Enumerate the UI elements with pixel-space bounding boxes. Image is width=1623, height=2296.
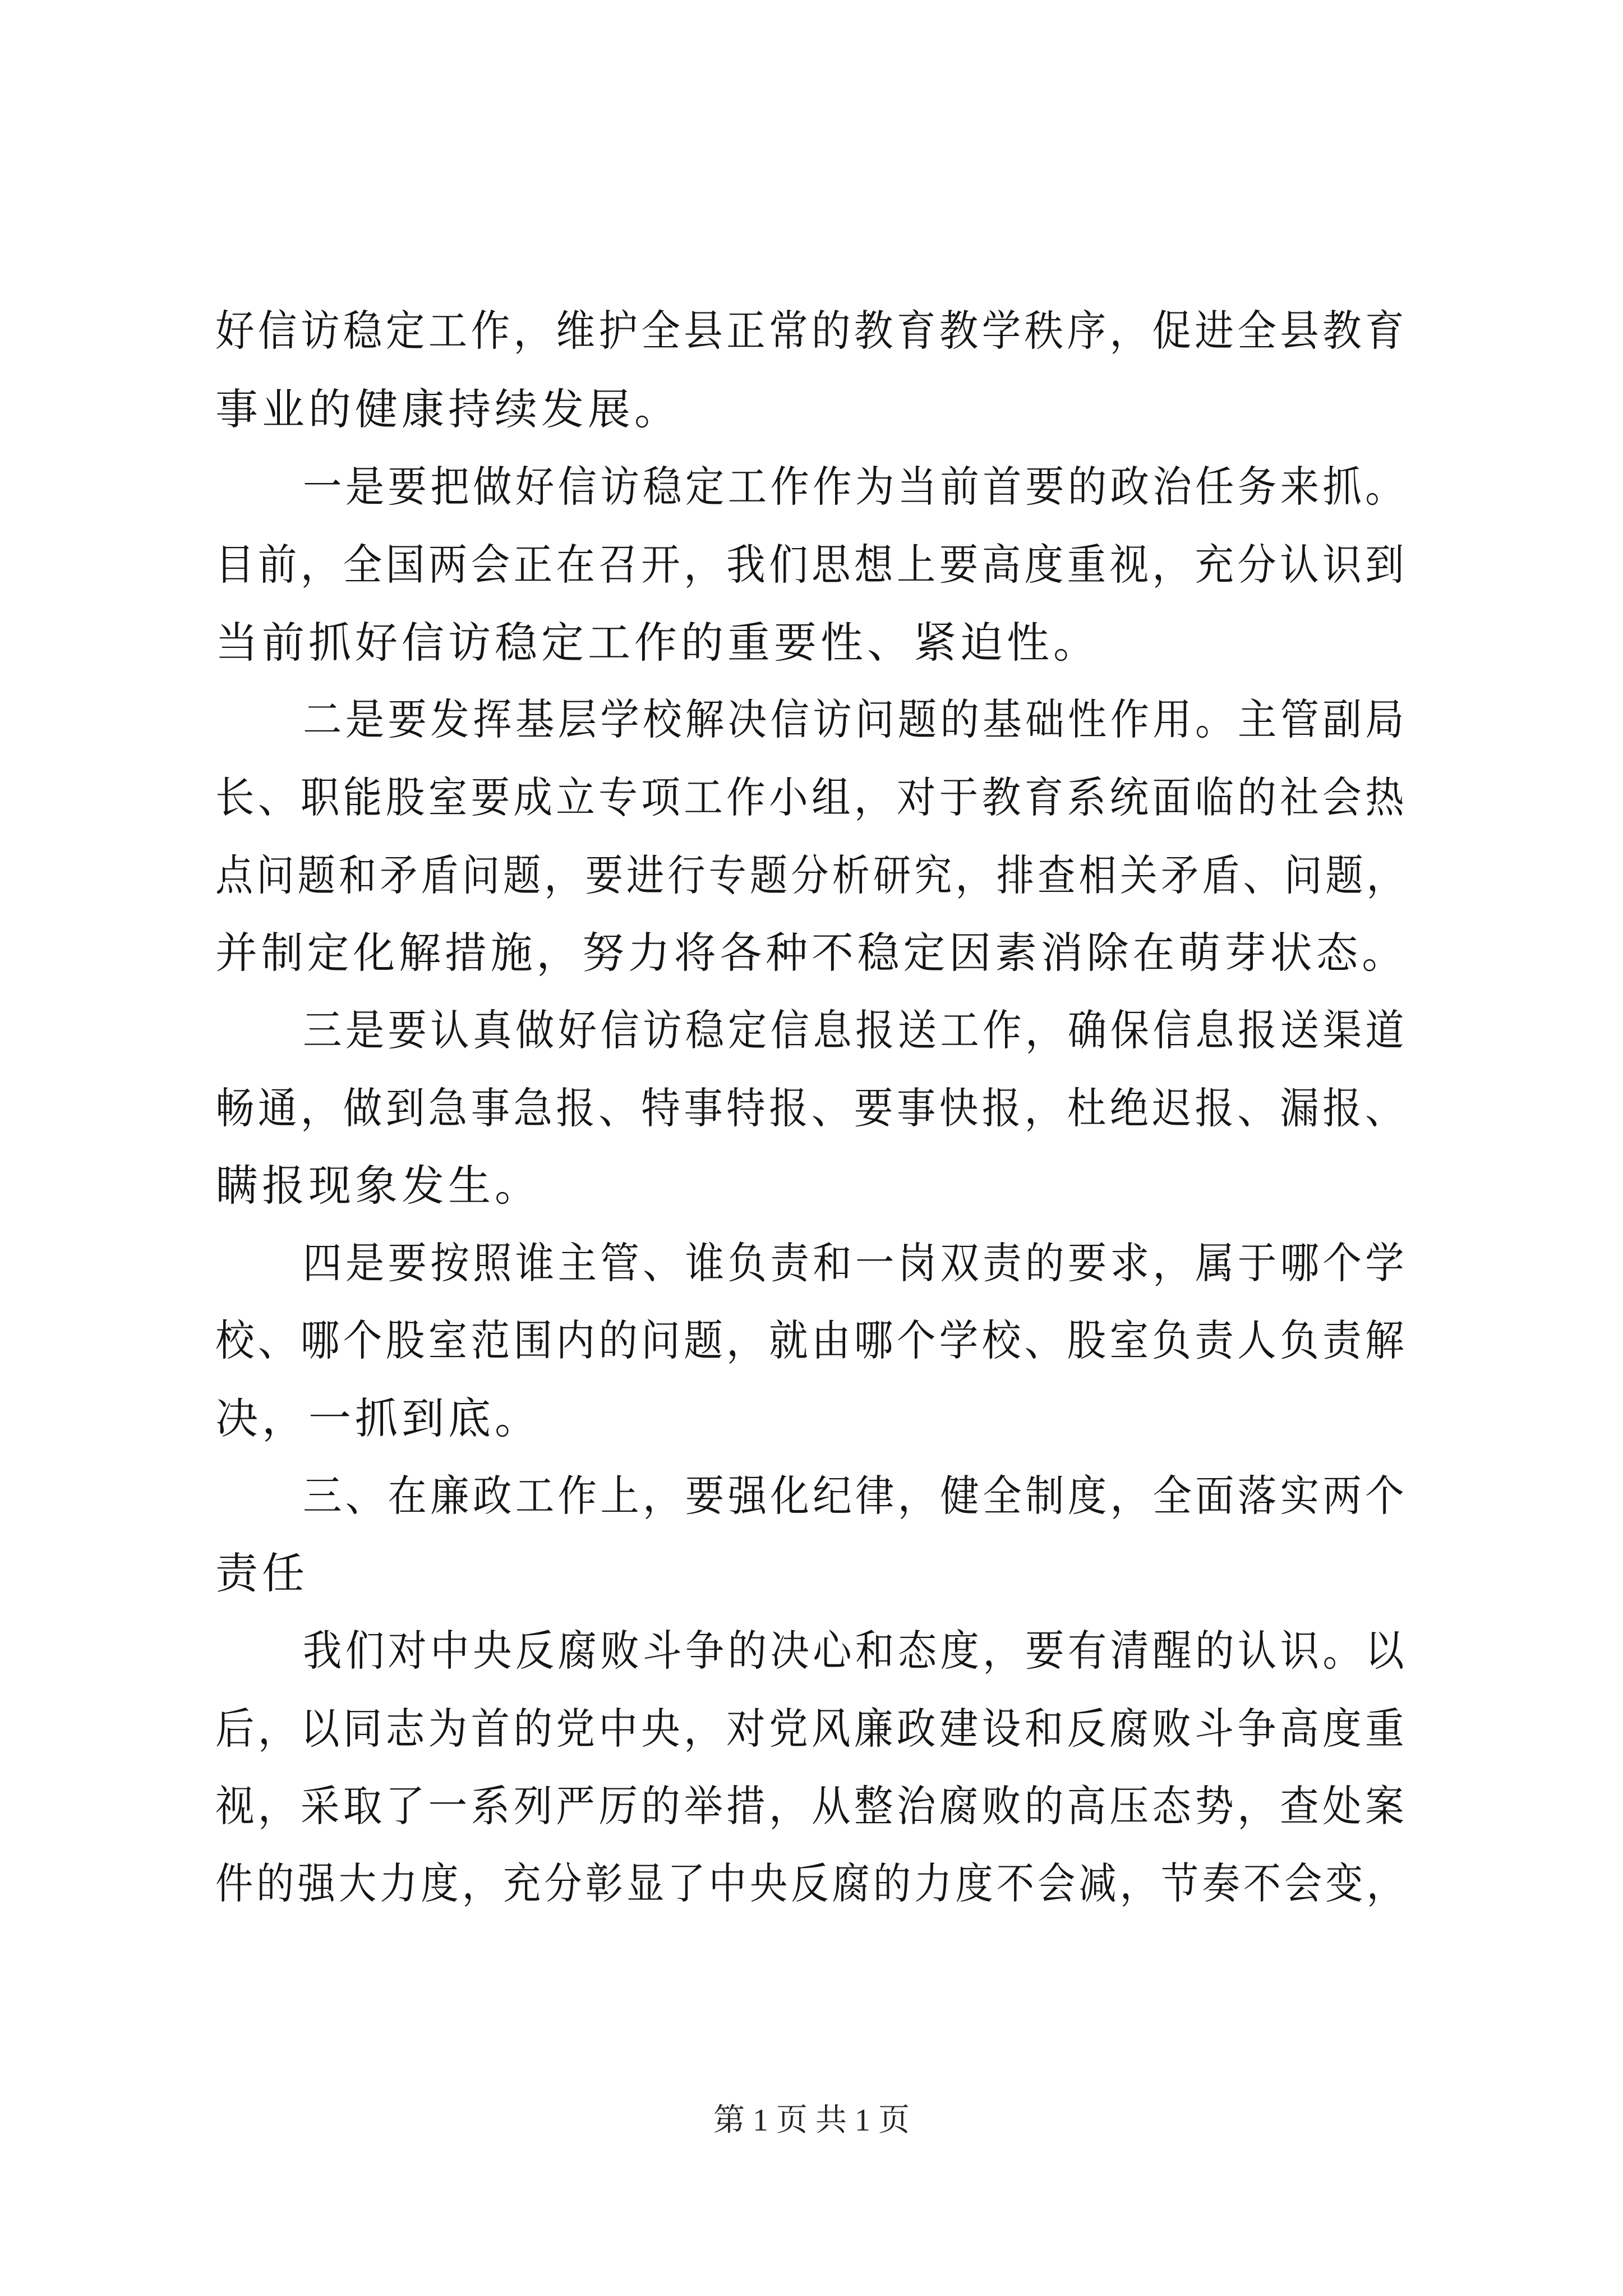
text-line: 二是要发挥基层学校解决信访问题的基础性作用。主管副局 — [303, 694, 1408, 744]
text-line: 目前，全国两会正在召开，我们思想上要高度重视，充分认识到 — [215, 540, 1408, 590]
text-line: 瞒报现象发生。 — [215, 1161, 541, 1211]
text-line: 视，采取了一系列严厉的举措，从整治腐败的高压态势，查处案 — [215, 1781, 1408, 1831]
text-line: 校、哪个股室范围内的问题，就由哪个学校、股室负责人负责解 — [215, 1315, 1408, 1365]
text-line: 件的强大力度，充分彰显了中央反腐的力度不会减，节奏不会变， — [215, 1858, 1408, 1908]
text-line: 我们对中央反腐败斗争的决心和态度，要有清醒的认识。以 — [303, 1626, 1408, 1676]
text-line: 当前抓好信访稳定工作的重要性、紧迫性。 — [215, 618, 1100, 668]
page-number-footer: 第 1 页 共 1 页 — [713, 2103, 910, 2138]
text-line: 后，以同志为首的党中央，对党风廉政建设和反腐败斗争高度重 — [215, 1704, 1408, 1754]
text-line: 并制定化解措施，努力将各种不稳定因素消除在萌芽状态。 — [215, 928, 1408, 978]
text-line: 好信访稳定工作，维护全县正常的教育教学秩序，促进全县教育 — [215, 306, 1408, 356]
text-line: 三、在廉政工作上，要强化纪律，健全制度，全面落实两个 — [303, 1471, 1408, 1521]
text-line: 长、职能股室要成立专项工作小组，对于教育系统面临的社会热 — [215, 772, 1408, 822]
text-line: 一是要把做好信访稳定工作作为当前首要的政治任务来抓。 — [303, 462, 1408, 512]
text-line: 三是要认真做好信访稳定信息报送工作，确保信息报送渠道 — [303, 1005, 1408, 1055]
text-line: 责任 — [215, 1548, 308, 1598]
text-line: 决，一抓到底。 — [215, 1393, 541, 1443]
text-line: 事业的健康持续发展。 — [215, 384, 681, 434]
text-line: 四是要按照谁主管、谁负责和一岗双责的要求，属于哪个学 — [303, 1238, 1408, 1288]
text-line: 畅通，做到急事急报、特事特报、要事快报，杜绝迟报、漏报、 — [215, 1083, 1408, 1133]
text-line: 点问题和矛盾问题，要进行专题分析研究，排查相关矛盾、问题， — [215, 850, 1408, 900]
